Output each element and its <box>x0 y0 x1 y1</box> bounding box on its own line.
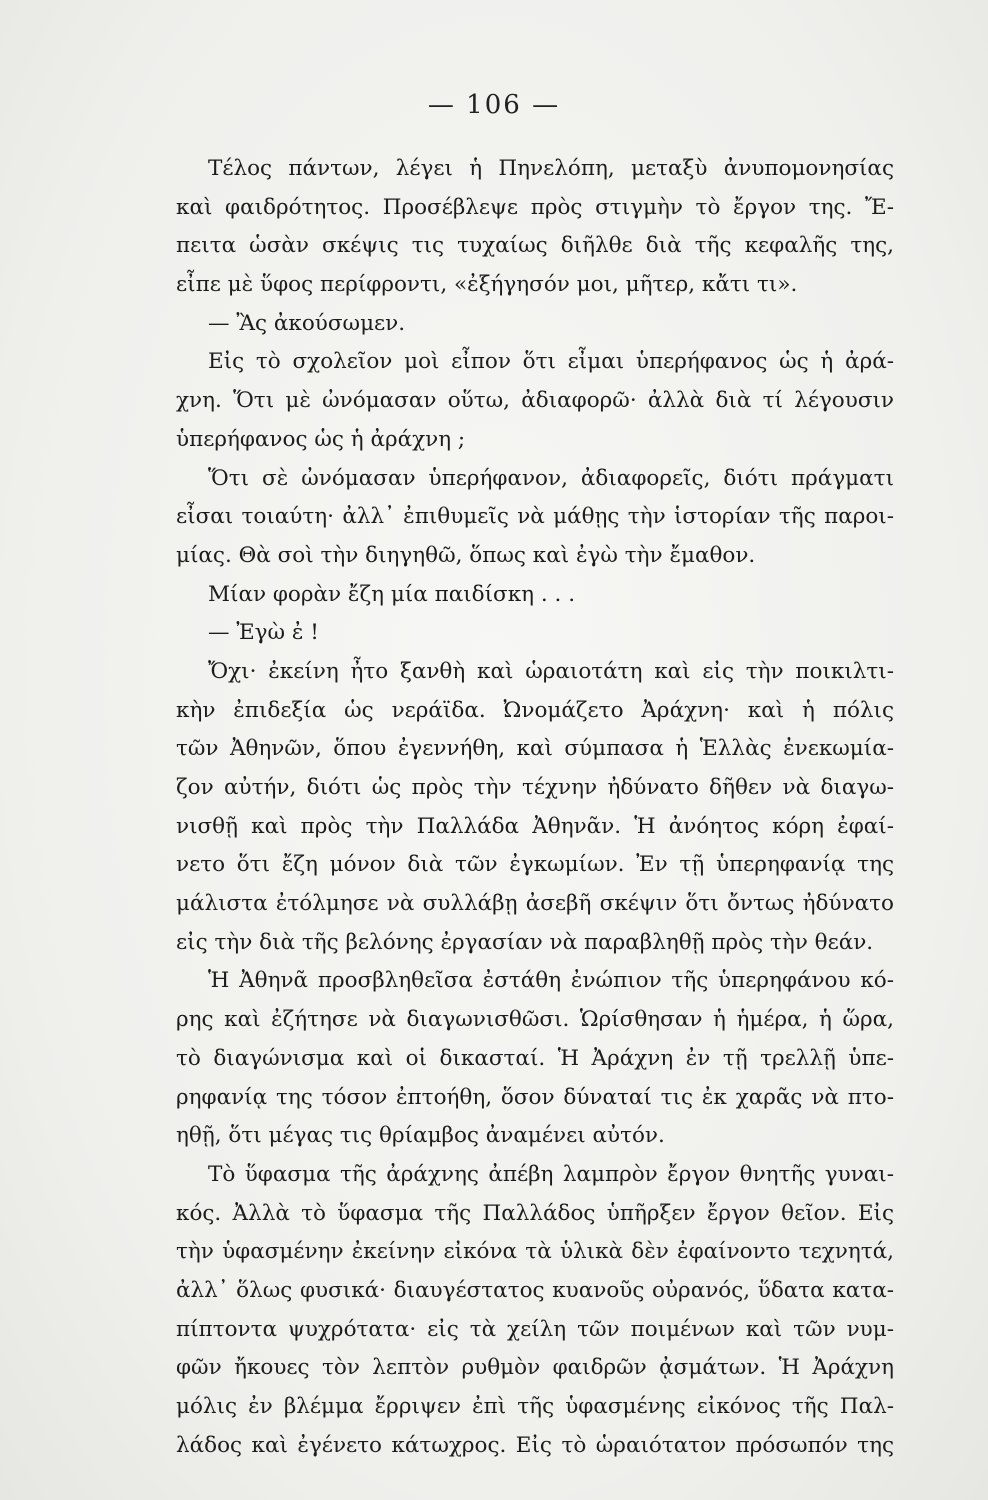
body-text <box>176 150 894 1465</box>
text-line: ρης καὶ ἐζήτησε νὰ διαγωνισθῶσι. Ὡρίσθησαν ἡ ἡμέρα, ἡ ὥρα, <box>176 1007 894 1033</box>
text-line: εἶπε μὲ ὕφος περίφροντι, «ἐξήγησόν μοι, μῆτερ, κἄτι τι». <box>176 272 798 298</box>
text-line: νισθῇ καὶ πρὸς τὴν Παλλάδα Ἀθηνᾶν. Ἡ ἀνόητος κόρη ἐφαί- <box>176 813 894 839</box>
text-line: εἰς τὴν διὰ τῆς βελόνης ἐργασίαν νὰ παραβληθῇ πρὸς τὴν θεάν. <box>176 929 874 955</box>
text-line: χνη. Ὅτι μὲ ὠνόμασαν οὕτω, ἀδιαφορῶ· ἀλλὰ διὰ τί λέγουσιν <box>176 388 894 414</box>
text-line: ρηφανίᾳ της τόσον ἐπτοήθη, ὅσον δύναταί τις ἐκ χαρᾶς νὰ πτο- <box>176 1084 894 1110</box>
page-number-header: — 106 — <box>427 90 561 120</box>
text-line: Εἰς τὸ σχολεῖον μοὶ εἶπον ὅτι εἶμαι ὑπερήφανος ὡς ἡ ἀρά- <box>208 349 894 375</box>
text-line: Ὅτι σὲ ὠνόμασαν ὑπερήφανον, ἀδιαφορεῖς, διότι πράγματι <box>208 465 894 491</box>
text-line: ζον αὐτήν, διότι ὡς πρὸς τὴν τέχνην ἠδύνατο δῆθεν νὰ διαγω- <box>176 775 894 800</box>
text-line: κὴν ἐπιδεξία ὡς νεράϊδα. Ὠνομάζετο Ἀράχνη· καὶ ἡ πόλις <box>176 697 894 723</box>
text-line: Τὸ ὕφασμα τῆς ἀράχνης ἀπέβη λαμπρὸν ἔργον θνητῆς γυναι- <box>208 1161 894 1187</box>
text-line: Ἡ Ἀθηνᾶ προσβληθεῖσα ἐστάθη ἐνώπιον τῆς ὑπερηφάνου κό- <box>208 968 894 994</box>
text-line: — Ἐγὼ ἐ ! <box>208 620 319 646</box>
text-line: ἀλλ᾽ ὅλως φυσικά· διαυγέστατος κυανοῦς οὐρανός, ὕδατα κατα- <box>176 1277 894 1303</box>
text-line: μόλις ἐν βλέμμα ἔρριψεν ἐπὶ τῆς ὑφασμένης εἰκόνος τῆς Παλ- <box>176 1394 894 1419</box>
text-line: λάδος καὶ ἐγένετο κάτωχρος. Εἰς τὸ ὡραιότατον πρόσωπόν της <box>176 1432 894 1458</box>
text-line: τὴν ὑφασμένην ἐκείνην εἰκόνα τὰ ὑλικὰ δὲν ἐφαίνοντο τεχνητά, <box>176 1239 894 1265</box>
text-line: πειτα ὡσὰν σκέψις τις τυχαίως διῆλθε διὰ τῆς κεφαλῆς της, <box>176 233 894 259</box>
text-line: ὑπερήφανος ὡς ἡ ἀράχνη ; <box>176 426 466 452</box>
text-line: εἶσαι τοιαύτη· ἀλλ᾽ ἐπιθυμεῖς νὰ μάθῃς τὴν ἱστορίαν τῆς παροι- <box>176 504 894 530</box>
text-line: τῶν Ἀθηνῶν, ὅπου ἐγεννήθη, καὶ σύμπασα ἡ Ἑλλὰς ἐνεκωμία- <box>176 736 894 762</box>
text-line: κός. Ἀλλὰ τὸ ὕφασμα τῆς Παλλάδος ὑπῆρξεν ἔργον θεῖον. Εἰς <box>176 1200 894 1226</box>
text-line: τὸ διαγώνισμα καὶ οἱ δικασταί. Ἡ Ἀράχνη ἐν τῇ τρελλῇ ὑπε- <box>176 1045 894 1071</box>
text-line: πίπτοντα ψυχρότατα· εἰς τὰ χείλη τῶν ποιμένων καὶ τῶν νυμ- <box>176 1316 894 1342</box>
text-line: ηθῇ, ὅτι μέγας τις θρίαμβος ἀναμένει αὐτόν. <box>176 1123 665 1149</box>
text-line: Ὄχι· ἐκείνη ἦτο ξανθὴ καὶ ὡραιοτάτη καὶ εἰς τὴν ποικιλτι- <box>208 658 894 684</box>
text-line: Τέλος πάντων, λέγει ἡ Πηνελόπη, μεταξὺ ἀνυπομονησίας <box>208 156 894 181</box>
text-line: φῶν ἤκουες τὸν λεπτὸν ρυθμὸν φαιδρῶν ᾀσμάτων. Ἡ Ἀράχνη <box>176 1355 894 1381</box>
text-line: νετο ὅτι ἔζη μόνον διὰ τῶν ἐγκωμίων. Ἐν τῇ ὑπερηφανίᾳ της <box>176 852 894 878</box>
text-line: μάλιστα ἐτόλμησε νὰ συλλάβῃ ἀσεβῆ σκέψιν ὅτι ὄντως ἠδύνατο <box>176 891 894 917</box>
text-line: καὶ φαιδρότητος. Προσέβλεψε πρὸς στιγμὴν τὸ ἔργον της. Ἔ- <box>176 194 894 220</box>
text-line: — Ἂς ἀκούσωμεν. <box>208 310 406 336</box>
text-line: μίας. Θὰ σοὶ τὴν διηγηθῶ, ὅπως καὶ ἐγὼ τὴν ἔμαθον. <box>176 542 756 568</box>
text-line: Μίαν φορὰν ἔζη μία παιδίσκη . . . <box>208 581 576 607</box>
